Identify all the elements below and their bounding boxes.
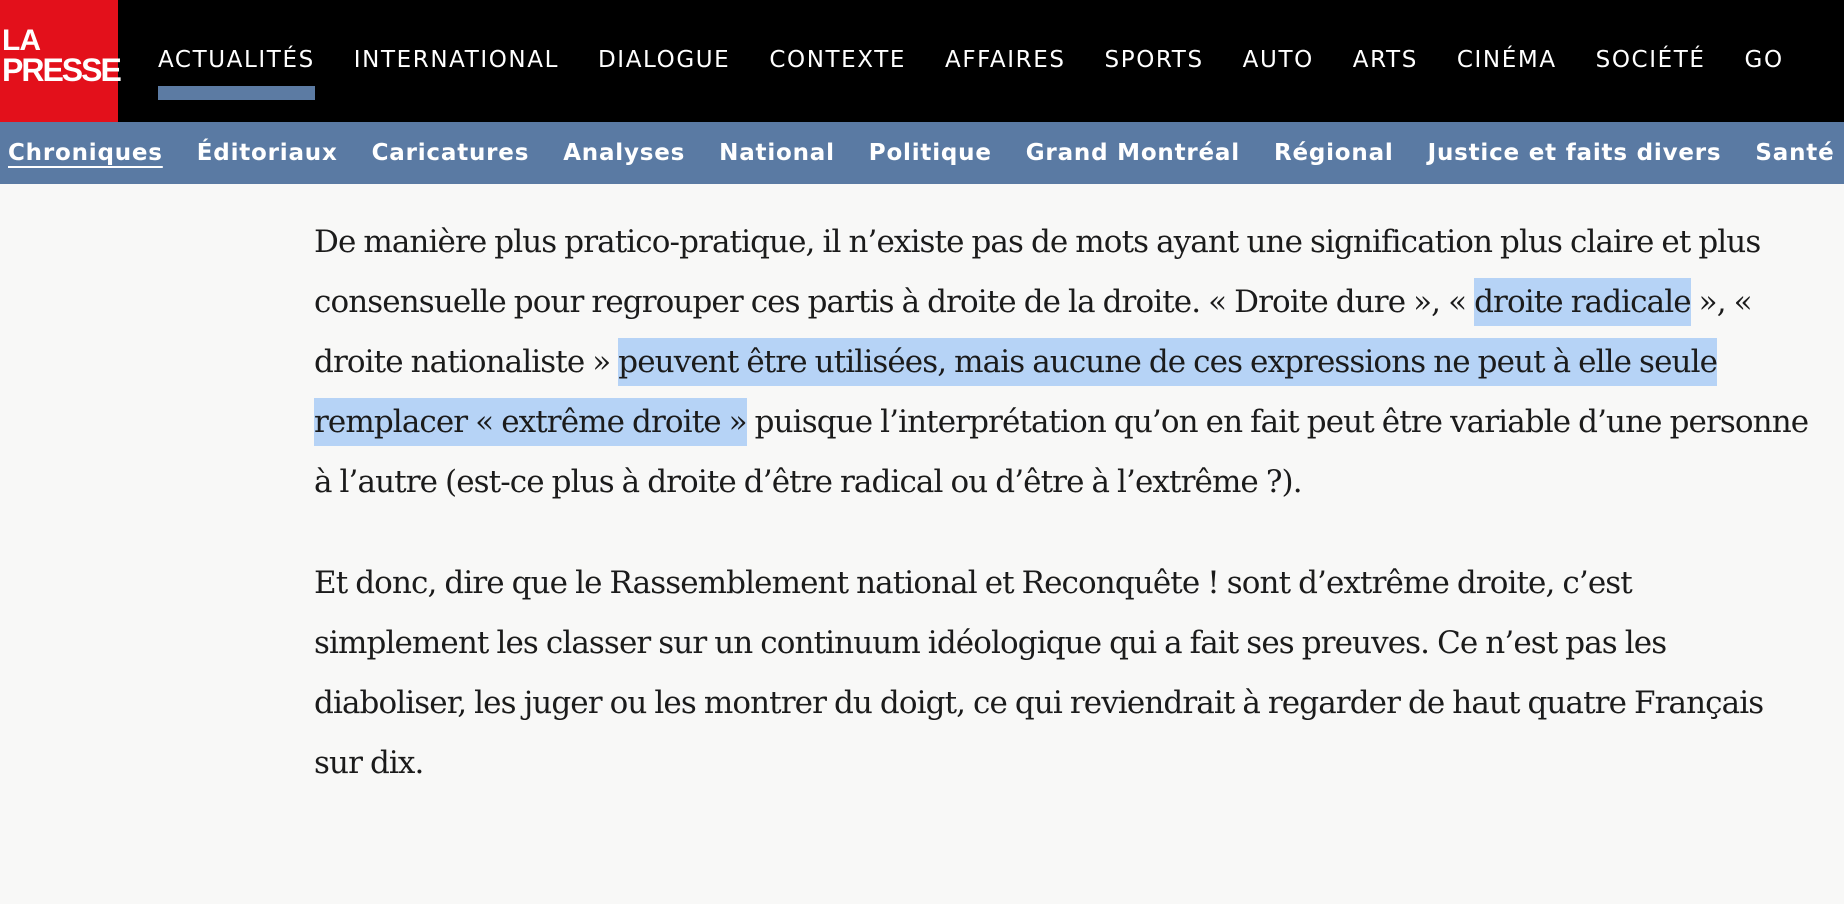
main-nav-societe[interactable]: SOCIÉTÉ xyxy=(1595,47,1706,73)
paragraph-1-text-start: De manière plus pratico-pratique, il n’existe pas de mots ayant une signification plus claire et plus consensuelle pour regrouper ces partis à droite de la droite. « Droite dure », « xyxy=(314,224,1761,320)
sub-nav-grand-montreal[interactable]: Grand Montréal xyxy=(1025,140,1240,166)
main-nav-go-truncated[interactable]: GO xyxy=(1744,47,1784,73)
paragraph-1-text-end: puisque l’interprétation qu’on en fait peut être variable d’une personne à l’autre (est-ce plus à droite d’être radical ou d’être à l’extrême ?). xyxy=(314,404,1809,500)
sub-section-nav xyxy=(8,122,1844,184)
main-section-nav xyxy=(158,0,1823,122)
main-nav-contexte[interactable]: CONTEXTE xyxy=(769,47,907,73)
logo-line-2: PRESSE xyxy=(2,52,120,88)
article-paragraph-1 xyxy=(314,212,1814,512)
sub-nav-editoriaux[interactable]: Éditoriaux xyxy=(196,140,338,166)
sub-nav-caricatures[interactable]: Caricatures xyxy=(371,140,530,166)
article-body xyxy=(314,212,1814,834)
sub-nav-regional[interactable]: Régional xyxy=(1273,140,1394,166)
selected-text-expressions[interactable]: peuvent être utilisées, mais aucune de ces expressions ne peut à elle seule remplacer « extrême droite » xyxy=(314,338,1717,446)
main-nav-international[interactable]: INTERNATIONAL xyxy=(353,47,559,73)
main-nav-dialogue[interactable]: DIALOGUE xyxy=(598,47,731,73)
sub-nav-chroniques[interactable]: Chroniques xyxy=(8,140,163,166)
main-nav-cinema[interactable]: CINÉMA xyxy=(1456,47,1557,73)
sub-section-nav-bar xyxy=(0,122,1844,184)
logo-line-1: LA xyxy=(2,24,40,57)
main-nav-actualites[interactable]: ACTUALITÉS xyxy=(158,0,315,73)
main-nav-sports[interactable]: SPORTS xyxy=(1104,47,1204,73)
sub-nav-politique[interactable]: Politique xyxy=(868,140,992,166)
sub-nav-national[interactable]: National xyxy=(719,140,835,166)
article-paragraph-2: Et donc, dire que le Rassemblement national et Reconquête ! sont d’extrême droite, c’est simplement les classer sur un continuum idéologique qui a fait ses preuves. Ce n’est pas les diaboliser, les juger ou les montrer du doigt, ce qui reviendrait à regarder de haut quatre Français sur dix. xyxy=(314,565,1764,781)
main-nav-arts[interactable]: ARTS xyxy=(1352,47,1418,73)
sub-nav-analyses[interactable]: Analyses xyxy=(563,140,686,166)
main-nav-auto[interactable]: AUTO xyxy=(1242,47,1314,73)
sub-nav-sante[interactable]: Santé xyxy=(1755,140,1835,166)
main-nav-affaires[interactable]: AFFAIRES xyxy=(945,47,1066,73)
sub-nav-justice-faits-divers[interactable]: Justice et faits divers xyxy=(1427,140,1722,166)
top-navigation-bar xyxy=(0,0,1844,122)
la-presse-logo[interactable] xyxy=(0,0,118,122)
paragraph-1-text-middle: », « droite nationaliste » xyxy=(314,284,1752,380)
selected-text-droite-radicale[interactable]: droite radicale xyxy=(1474,278,1691,326)
